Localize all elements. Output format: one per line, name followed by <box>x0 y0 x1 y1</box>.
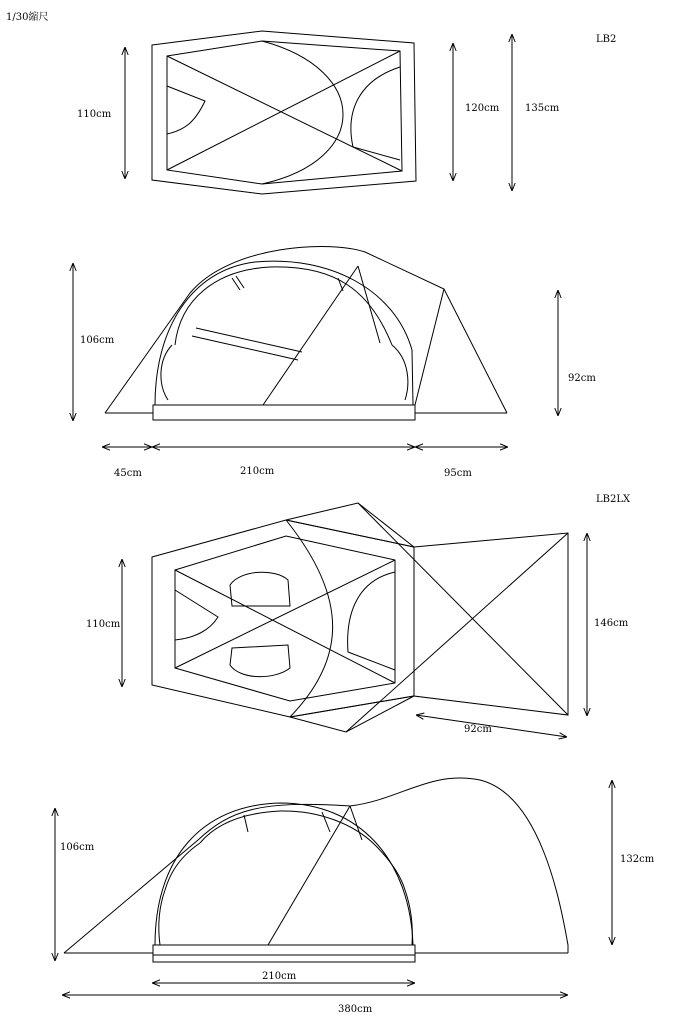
lb2lx-side-vestibule-height-label: 132cm <box>620 854 655 865</box>
lb2-side-rear-label: 95cm <box>444 468 472 479</box>
lb2lx-side-total-label: 380cm <box>338 1004 373 1015</box>
scale-note: 1/30縮尺 <box>6 12 49 23</box>
lb2lx-top-width-label: 110cm <box>86 619 121 630</box>
lb2-side-vestibule-height-label: 92cm <box>568 373 596 384</box>
lb2lx-top-view <box>152 503 568 732</box>
lb2-top-width-label: 110cm <box>77 109 112 120</box>
lb2-side-floor-label: 210cm <box>240 466 275 477</box>
lb2-side-front-label: 45cm <box>114 468 142 479</box>
lb2lx-side-floor-label: 210cm <box>262 971 297 982</box>
lb2lx-model-label: LB2LX <box>596 494 631 505</box>
lb2-model-label: LB2 <box>596 34 617 45</box>
lb2-side-height-label: 106cm <box>80 335 115 346</box>
lb2-top-dimensions <box>125 34 512 191</box>
lb2lx-side-view <box>64 778 568 962</box>
lb2-top-outer-depth-label: 135cm <box>525 103 560 114</box>
lb2lx-top-vestibule-label: 92cm <box>464 724 492 735</box>
lb2lx-top-depth-label: 146cm <box>594 618 629 629</box>
lb2lx-side-height-label: 106cm <box>60 842 95 853</box>
lb2-top-view <box>152 31 416 194</box>
lb2-side-view <box>105 246 507 420</box>
lb2-top-inner-depth-label: 120cm <box>465 103 500 114</box>
